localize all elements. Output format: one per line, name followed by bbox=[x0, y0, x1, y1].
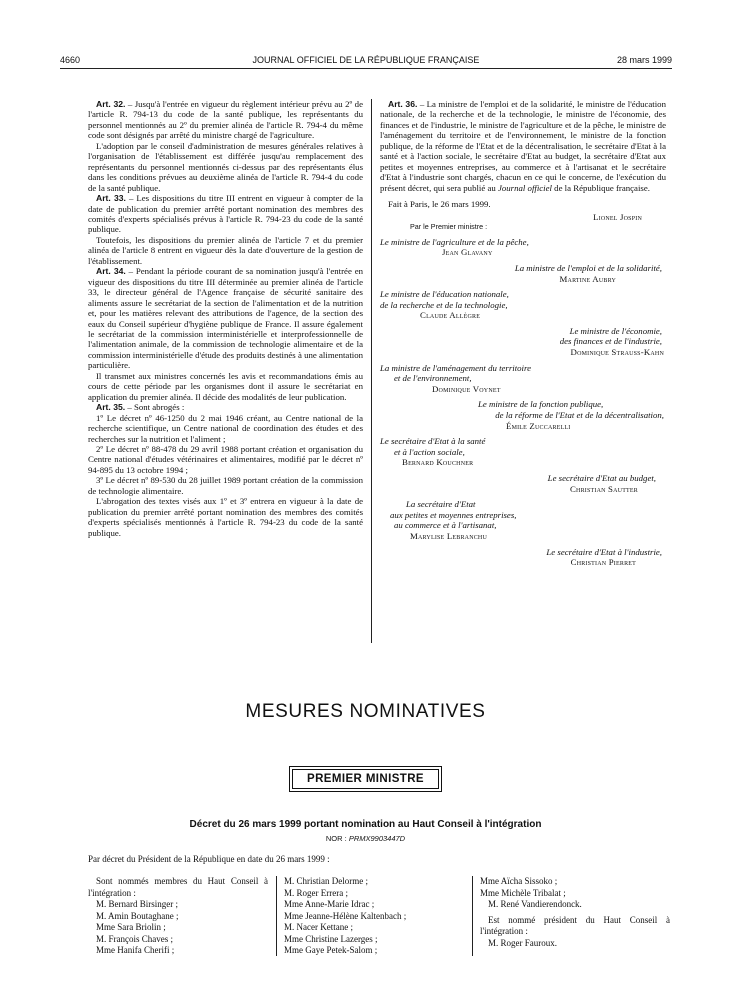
page-number: 4660 bbox=[60, 55, 81, 65]
signature-6-name: Émile Zuccarelli bbox=[506, 420, 571, 431]
members-separator-1 bbox=[276, 876, 277, 956]
member-item: Mme Michèle Tribalat ; bbox=[480, 887, 566, 898]
ministry-box-wrapper bbox=[0, 766, 731, 792]
signature-3-title-2: de la recherche et de la technologie, bbox=[380, 299, 508, 310]
members-column-2 bbox=[284, 876, 464, 957]
article-33: Art. 33. – Les dispositions du titre III entrent en vigueur à compter de la date de publication du premier arrêté portant nomination des membres des comités d'experts spécialisés prévus à l'article R. 794-23 du code de la santé publique. bbox=[88, 193, 363, 235]
decree-nor: NOR : PRMX9903447D bbox=[325, 834, 406, 843]
issue-date: 28 mars 1999 bbox=[616, 55, 672, 65]
member-item: Mme Hanifa Cherifi ; bbox=[96, 945, 175, 955]
journal-title: JOURNAL OFFICIEL DE LA RÉPUBLIQUE FRANÇAISE bbox=[252, 55, 480, 65]
members-separator-2 bbox=[472, 876, 473, 956]
members-column-3 bbox=[480, 876, 670, 949]
signature-5-title-1: La ministre de l'aménagement du territoire bbox=[380, 362, 532, 373]
member-item: Mme Jeanne-Hélène Kaltenbach ; bbox=[284, 910, 407, 921]
article-33-paragraph-2: Toutefois, les dispositions du premier alinéa de l'article 7 et du premier alinéa de l'article 8 entrent en vigueur dès la date d'ouverture de la gestion de l'établissement. bbox=[88, 234, 363, 266]
members-column-1 bbox=[88, 876, 268, 957]
signature-3-title-1: Le ministre de l'éducation nationale, bbox=[380, 289, 509, 300]
member-item: M. Bernard Birsinger ; bbox=[96, 899, 178, 909]
signature-4-title-1: Le ministre de l'économie, bbox=[569, 325, 662, 336]
ministry-label: PREMIER MINISTRE bbox=[292, 769, 439, 789]
member-item: M. Roger Errera ; bbox=[284, 887, 348, 898]
signature-7-title-2: et à l'action sociale, bbox=[394, 446, 465, 457]
article-36: Art. 36. – La ministre de l'emploi et de la solidarité, le ministre de l'éducation nationale, de la recherche et de la technologie, le ministre de l'économie, des finances et de l'industrie, le ministre de l'agriculture et de la pêche, le ministre de l'aménagement du territoire et de l'environnement, le ministre de la fonction publique, de la réforme de l'Etat et de la décentralisation, le secrétaire d'Etat à la santé et à l'action sociale, le secrétaire d'Etat au budget, la secrétaire d'Etat aux petites et moyennes entreprises, au commerce et à l'artisanat et le secrétaire d'Etat à l'industrie sont chargés, chacun en ce qui le concerne, de l'exécution du présent décret, qui sera publié au Journal officiel de la République française. bbox=[380, 99, 666, 193]
signature-6-title-1: Le ministre de la fonction publique, bbox=[478, 399, 604, 410]
article-32: Art. 32. – Jusqu'à l'entrée en vigueur du règlement intérieur prévu au 2º de l'article R. 794-13 du code de la santé publique, les représentants du personnel mentionnés au 2º du premier alinéa de l'article R. 794-4 du même code sont désignés par arrêté du ministre chargé de l'agriculture. bbox=[88, 99, 363, 141]
signature-9-name: Marylise Lebranchu bbox=[410, 530, 487, 541]
signature-9-title-1: La secrétaire d'Etat bbox=[406, 499, 476, 510]
signature-8-title: Le secrétaire d'Etat au budget, bbox=[547, 473, 656, 483]
president-name: M. Roger Fauroux. bbox=[488, 937, 557, 948]
signature-5-title-2: et de l'environnement, bbox=[394, 373, 472, 384]
decree-intro: Par décret du Président de la République en date du 26 mars 1999 : bbox=[88, 854, 330, 864]
signature-block bbox=[380, 237, 666, 568]
left-column bbox=[88, 99, 363, 538]
signature-7-name: Bernard Kouchner bbox=[402, 457, 474, 468]
member-item: Mme Sara Briolin ; bbox=[96, 922, 166, 932]
signature-1-name: Jean Glavany bbox=[442, 247, 493, 258]
article-35-item-1: 1º Le décret nº 46-1250 du 2 mai 1946 créant, au Centre national de la recherche scientifique, un Centre national de coordination des études et des recherches sur la nutrition et l'aliment ; bbox=[88, 412, 363, 444]
article-35-item-2: 2º Le décret nº 88-478 du 29 avril 1988 portant création et organisation du Centre national d'études vétérinaires et alimentaires, modifié par le décret nº 94-895 du 13 octobre 1994 ; bbox=[88, 443, 363, 475]
decree-title: Décret du 26 mars 1999 portant nomination au Haut Conseil à l'intégration bbox=[189, 819, 542, 830]
signature-2-name: Martine Aubry bbox=[559, 273, 616, 284]
signature-10-name: Christian Pierret bbox=[570, 557, 636, 568]
signature-9-title-3: au commerce et à l'artisanat, bbox=[394, 520, 497, 531]
president-intro: Est nommé président du Haut Conseil à l'intégration : bbox=[480, 914, 670, 936]
signature-4-name: Dominique Strauss-Kahn bbox=[570, 347, 664, 358]
member-item: M. René Vandierendonck. bbox=[488, 899, 582, 909]
section-heading: MESURES NOMINATIVES bbox=[245, 701, 486, 722]
header-rule bbox=[60, 68, 672, 69]
article-32-paragraph-2: L'adoption par le conseil d'administration de mesures générales relatives à l'organisation de l'établissement est différée jusqu'au remplacement des représentants du personnel mentionnés ci-dessus par des représentants élus dans les conditions prévues au deuxième alinéa de l'article R. 794-4 du code de la santé publique. bbox=[88, 140, 363, 193]
signature-7-title-1: Le secrétaire d'Etat à la santé bbox=[380, 436, 486, 447]
members-intro: Sont nommés membres du Haut Conseil à l'intégration : bbox=[88, 876, 268, 898]
signature-1-title: Le ministre de l'agriculture et de la pêche, bbox=[380, 236, 529, 247]
member-item: M. Amin Boutaghane ; bbox=[96, 910, 179, 921]
ministry-box bbox=[289, 766, 442, 792]
signature-5-name: Dominique Voynet bbox=[432, 383, 501, 394]
signer-name: Lionel Jospin bbox=[593, 211, 642, 222]
member-item: M. Christian Delorme ; bbox=[284, 876, 368, 886]
par-le-premier-ministre: Par le Premier ministre : bbox=[410, 222, 488, 232]
member-item: Mme Christine Lazerges ; bbox=[284, 933, 378, 944]
signature-2-title: La ministre de l'emploi et de la solidarité, bbox=[514, 262, 662, 273]
article-35-item-3: 3º Le décret nº 89-530 du 28 juillet 1989 portant création de la commission de technologie alimentaire. bbox=[88, 475, 363, 496]
member-item: M. Nacer Kettane ; bbox=[284, 922, 353, 932]
member-item: Mme Aïcha Sissoko ; bbox=[480, 876, 558, 886]
signature-9-title-2: aux petites et moyennes entreprises, bbox=[390, 509, 517, 520]
member-item: Mme Anne-Marie Idrac ; bbox=[284, 899, 375, 909]
article-34: Art. 34. – Pendant la période courant de sa nomination jusqu'à l'entrée en vigueur des dispositions du titre III déterminée au premier alinéa de l'article 33, le directeur général de l'Agence française de sécurité sanitaire des aliments assure le secrétariat de la section de l'alimentation et de la nutrition et, pour les matières relevant des attributions de l'agence, de la section des eaux du Conseil supérieur d'hygiène publique de France. Il assure également le secrétariat de la commission interministérielle et interprofessionnelle de l'alimentation animale, de la commission de technologie alimentaire et de la commission interministérielle d'étude des produits destinés à une alimentation particulière. bbox=[88, 266, 363, 371]
signature-4-title-2: des finances et de l'industrie, bbox=[559, 336, 662, 347]
signature-10-title: Le secrétaire d'Etat à l'industrie, bbox=[546, 546, 662, 557]
signature-3-name: Claude Allègre bbox=[420, 310, 481, 321]
member-item: M. François Chaves ; bbox=[96, 933, 173, 944]
article-35-last-paragraph: L'abrogation des textes visés aux 1º et 3º entrera en vigueur à la date de publication du premier arrêté portant nomination des membres des comités d'experts spécialisés mentionnés à l'article R. 794-23 du code de la santé publique. bbox=[88, 496, 363, 538]
article-34-paragraph-2: Il transmet aux ministres concernés les avis et recommandations émis au cours de cette période par les organismes dont il assure le secrétariat en application du premier alinéa. Il décide des modalités de leur publication. bbox=[88, 370, 363, 402]
member-item: Mme Gaye Petek-Salom ; bbox=[284, 945, 378, 955]
column-separator bbox=[371, 99, 372, 643]
fait-a-paris: Fait à Paris, le 26 mars 1999. bbox=[388, 199, 491, 210]
article-35: Art. 35. – Sont abrogés : bbox=[96, 402, 185, 413]
signature-6-title-2: de la réforme de l'Etat et de la décentralisation, bbox=[495, 410, 664, 421]
signature-8-name: Christian Sautter bbox=[569, 483, 638, 494]
right-column bbox=[380, 99, 666, 568]
